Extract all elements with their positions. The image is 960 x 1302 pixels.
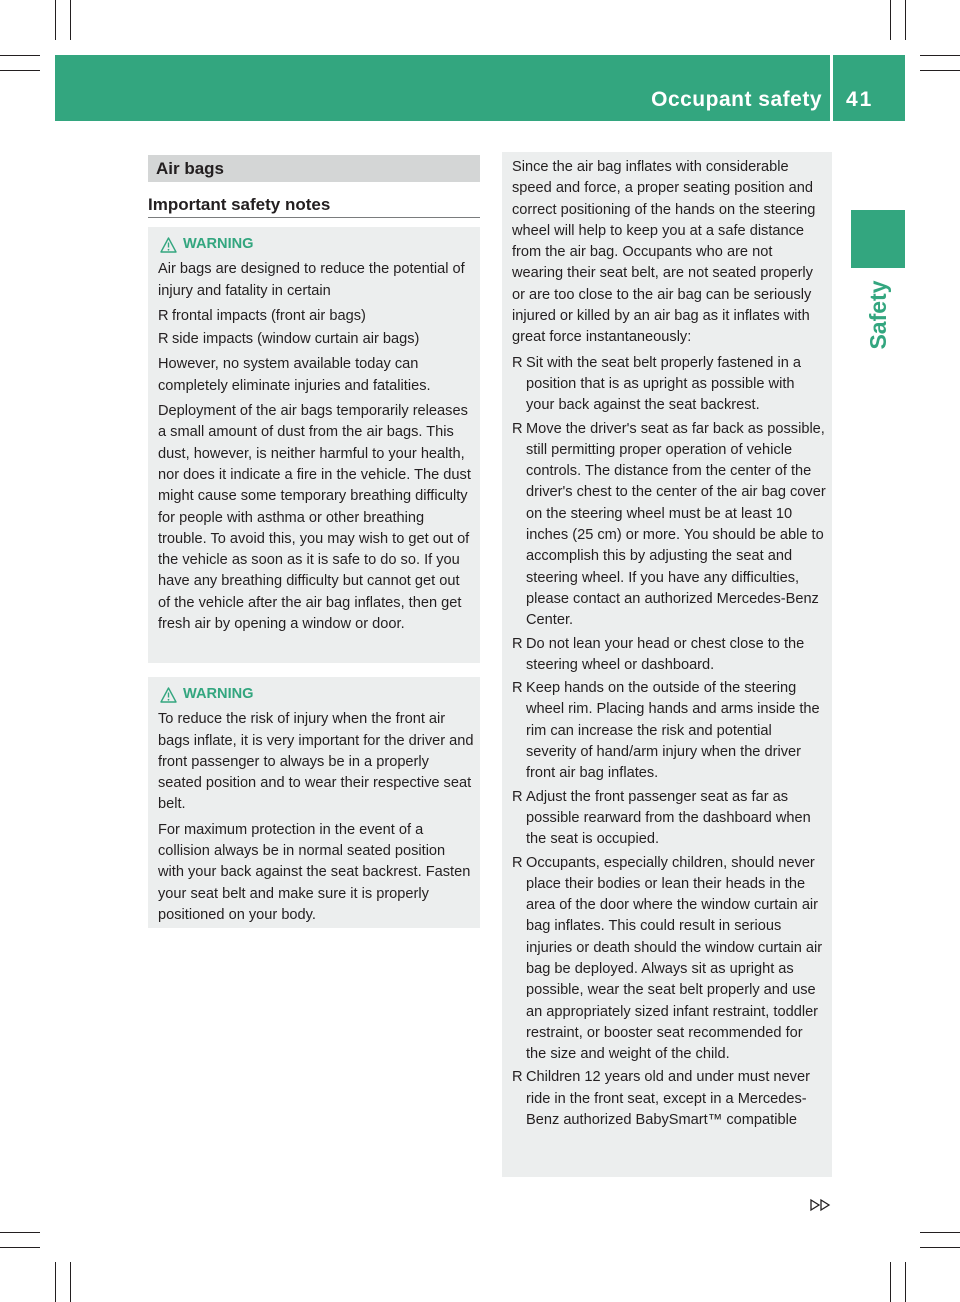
warning-box-seating <box>148 677 480 928</box>
warning-label: WARNING <box>183 686 254 702</box>
list-item <box>512 853 826 1066</box>
section-title: Air bags <box>148 155 480 182</box>
warning-text: To reduce the risk of injury when the front air bags inflate, it is very important for the driver and front passenger to always be in a properly seated position and to wear their respective seat belt. <box>158 711 474 813</box>
list-item <box>512 419 826 632</box>
list-item-text: Children 12 years old and under must never ride in the front seat, except in a Mercedes-Benz authorized BabySmart™ compatible <box>526 1069 810 1129</box>
page-section-title: Occupant safety <box>651 88 822 111</box>
bullet-marker: R <box>512 680 523 697</box>
crop-mark <box>55 0 56 40</box>
list-item-text: Sit with the seat belt properly fastened in a position that is as upright as possible with your back against the seat backrest. <box>526 354 802 414</box>
crop-mark <box>70 0 71 40</box>
crop-mark <box>890 1262 891 1302</box>
list-item <box>512 353 826 417</box>
list-item-text: Adjust the front passenger seat as far as possible rearward from the dashboard when the seat is occupied. <box>526 788 811 848</box>
warning-text: However, no system available today can completely eliminate injuries and fatalities. <box>158 356 431 394</box>
list-item <box>512 787 826 851</box>
crop-mark <box>55 1262 56 1302</box>
crop-mark <box>920 1247 960 1248</box>
warning-text: Since the air bag inflates with considerable speed and force, a proper seating position and correct positioning of the hands on the steering wheel will help to keep you at a safe distance from the air bag. Occupants who are not wearing their seat belt, are not seated properly or are too close to the air bag can be seriously injured or killed by an air bag as it inflates with great force instantaneously: <box>512 159 816 346</box>
subsection-title: Important safety notes <box>148 195 331 214</box>
warning-text: Air bags are designed to reduce the potential of injury and fatality in certain <box>158 261 465 299</box>
side-tab-marker <box>851 210 905 268</box>
list-item <box>158 329 474 350</box>
list-item-text: side impacts (window curtain air bags) <box>172 331 420 348</box>
warning-triangle-icon <box>160 237 177 253</box>
crop-mark <box>905 1262 906 1302</box>
warning-box-air-bags <box>148 227 480 663</box>
list-item <box>512 634 826 677</box>
continue-arrows-icon <box>809 1198 833 1212</box>
crop-mark <box>920 1232 960 1233</box>
bullet-marker: R <box>512 635 523 652</box>
bullet-marker: R <box>512 420 523 437</box>
warning-triangle-icon <box>160 687 177 703</box>
bullet-marker: R <box>512 854 523 871</box>
list-item <box>512 1067 826 1131</box>
subsection-rule <box>148 217 480 218</box>
warning-label: WARNING <box>183 236 254 252</box>
list-item <box>158 306 474 327</box>
list-item-text: Occupants, especially children, should never place their bodies or lean their heads in the area of the door where the window curtain air bag inflates. This could result in serious injuries or death should the window curtain air bag be deployed. Always sit as upright as possible, wear the seat belt properly and use an appropriately sized infant restraint, toddler restraint, or booster seat recommended for the size and weight of the child. <box>526 854 823 1063</box>
list-item-text: frontal impacts (front air bags) <box>172 307 366 324</box>
bullet-marker: R <box>512 788 523 805</box>
list-item <box>512 678 826 784</box>
bullet-marker: R <box>158 307 169 324</box>
list-item-text: Do not lean your head or chest close to the steering wheel or dashboard. <box>526 635 805 673</box>
warning-text: For maximum protection in the event of a collision always be in normal seated position with your back against the seat backrest. Fasten your seat belt and make sure it is properly positioned on your body. <box>158 821 471 923</box>
list-item-text: Keep hands on the outside of the steering wheel rim. Placing hands and arms inside the rim can increase the risk and potential severity of hand/arm injury when the driver front air bag inflates. <box>526 680 820 782</box>
bullet-marker: R <box>158 331 169 348</box>
page-number: 41 <box>846 88 874 111</box>
crop-mark <box>0 70 40 71</box>
crop-mark <box>920 55 960 56</box>
bullet-marker: R <box>512 354 523 371</box>
list-item-text: Move the driver's seat as far back as possible, still permitting proper operation of vehicle controls. The distance from the center of the driver's chest to the center of the air bag cover on the steering wheel must be at least 10 inches (25 cm) or more. You should be able to accomplish this by adjusting the seat and steering wheel. If you have any difficulties, please contact an authorized Mercedes-Benz Center. <box>526 420 826 629</box>
warning-header <box>158 684 474 705</box>
crop-mark <box>0 1247 40 1248</box>
side-tab-label: Safety <box>865 280 891 350</box>
crop-mark <box>920 70 960 71</box>
crop-mark <box>890 0 891 40</box>
warning-box-continued <box>502 152 832 1177</box>
crop-mark <box>905 0 906 40</box>
crop-mark <box>70 1262 71 1302</box>
crop-mark <box>0 1232 40 1233</box>
bullet-marker: R <box>512 1069 523 1086</box>
header-separator <box>830 55 833 121</box>
warning-header <box>158 234 474 255</box>
warning-text: Deployment of the air bags temporarily releases a small amount of dust from the air bags. This dust, however, is neither harmful to your health, nor does it indicate a fire in the vehicle. The dust might cause some temporary breathing difficulty for people with asthma or other breathing trouble. To avoid this, you may wish to get out of the vehicle as soon as it is safe to do so. If you have any breathing difficulty but cannot get out of the vehicle after the air bag inflates, then get fresh air by opening a window or door. <box>158 403 471 633</box>
crop-mark <box>0 55 40 56</box>
